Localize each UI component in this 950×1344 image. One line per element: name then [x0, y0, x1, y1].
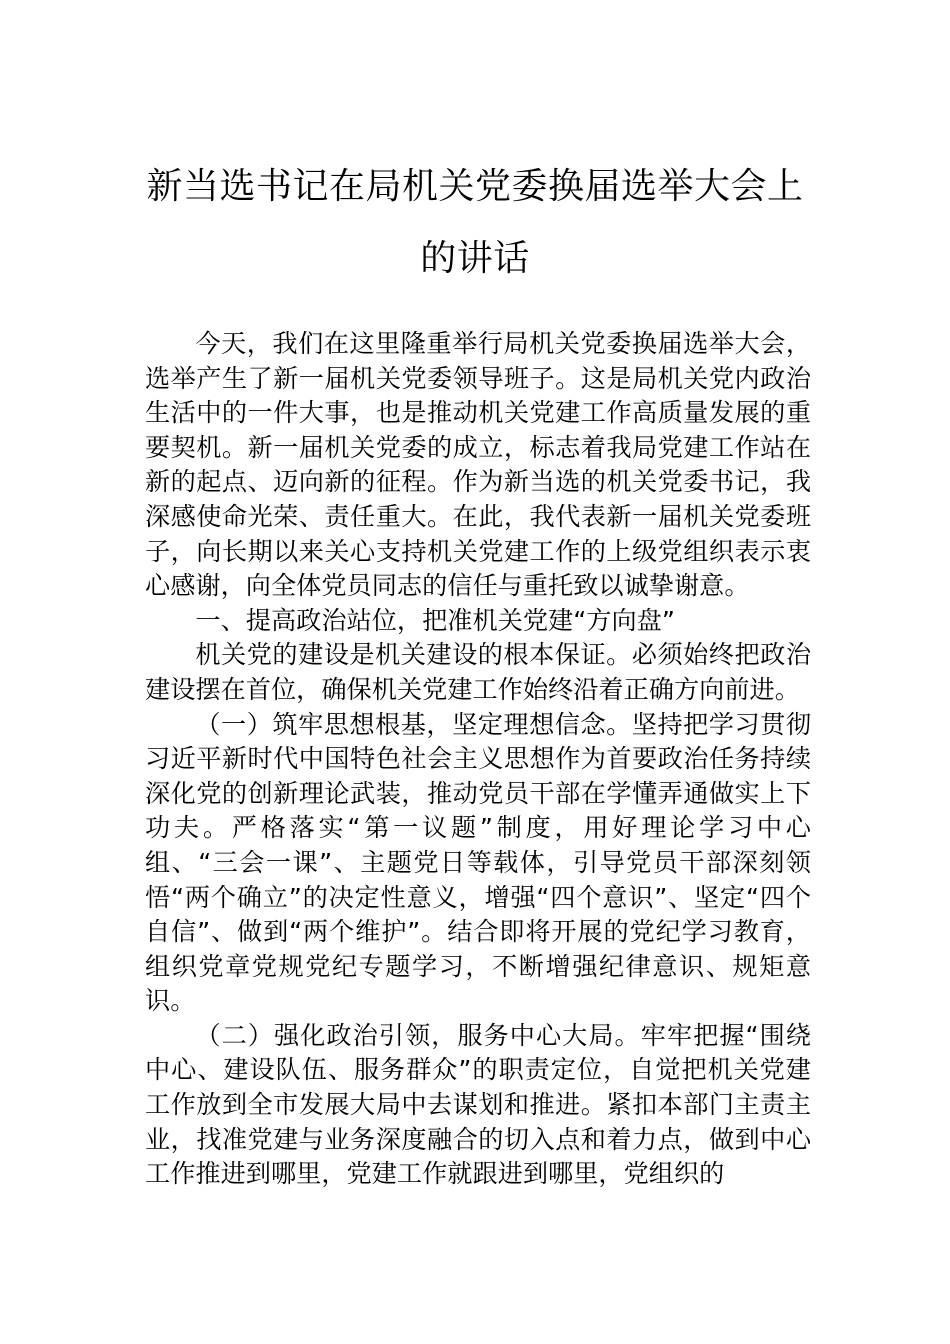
section-heading-1: 一、提高政治站位，把准机关党建“方向盘” [195, 605, 675, 635]
paragraph-subsection-1: （一）筑牢思想根基，坚定理想信念。坚持把学习贯彻习近平新时代中国特色社会主义思想作为首要政治任务持续深化党的创新理论武装，推动党员干部在学懂弄通做实上下功夫。严格落实“第一议题”制度，用好理论学习中心组、“三会一课”、主题党日等载体，引导党员干部深刻领悟“两个确立”的决定性意义，增强“四个意识”、坚定“四个自信”、做到“两个维护”。结合即将开展的党纪学习教育，组织党章党规党纪专题学习，不断增强纪律意识、规矩意识。 [145, 709, 811, 1016]
title-line-2: 的讲话 [420, 238, 530, 279]
paragraph-section-1-intro: 机关党的建设是机关建设的根本保证。必须始终把政治建设摆在首位，确保机关党建工作始终沿着正确方向前进。 [145, 640, 811, 704]
paragraph-subsection-2: （二）强化政治引领，服务中心大局。牢牢把握“围绕中心、建设队伍、服务群众”的职责定位，自觉把机关党建工作放到全市发展大局中去谋划和推进。紧扣本部门主责主业，找准党建与业务深度融合的切入点和着力点，做到中心工作推进到哪里，党建工作就跟进到哪里，党组织的 [145, 1020, 811, 1189]
paragraph-opening: 今天，我们在这里隆重举行局机关党委换届选举大会，选举产生了新一届机关党委领导班子。这是局机关党内政治生活中的一件大事，也是推动机关党建工作高质量发展的重要契机。新一届机关党委的成立，标志着我局党建工作站在新的起点、迈向新的征程。作为新当选的机关党委书记，我深感使命光荣、责任重大。在此，我代表新一届机关党委班子，向长期以来关心支持机关党建工作的上级党组织表示衷心感谢，向全体党员同志的信任与重托致以诚挚谢意。 [145, 329, 811, 601]
document-title [120, 151, 830, 295]
document-body [145, 327, 811, 1192]
title-line-1: 新当选书记在局机关党委换届选举大会上 [146, 166, 804, 207]
